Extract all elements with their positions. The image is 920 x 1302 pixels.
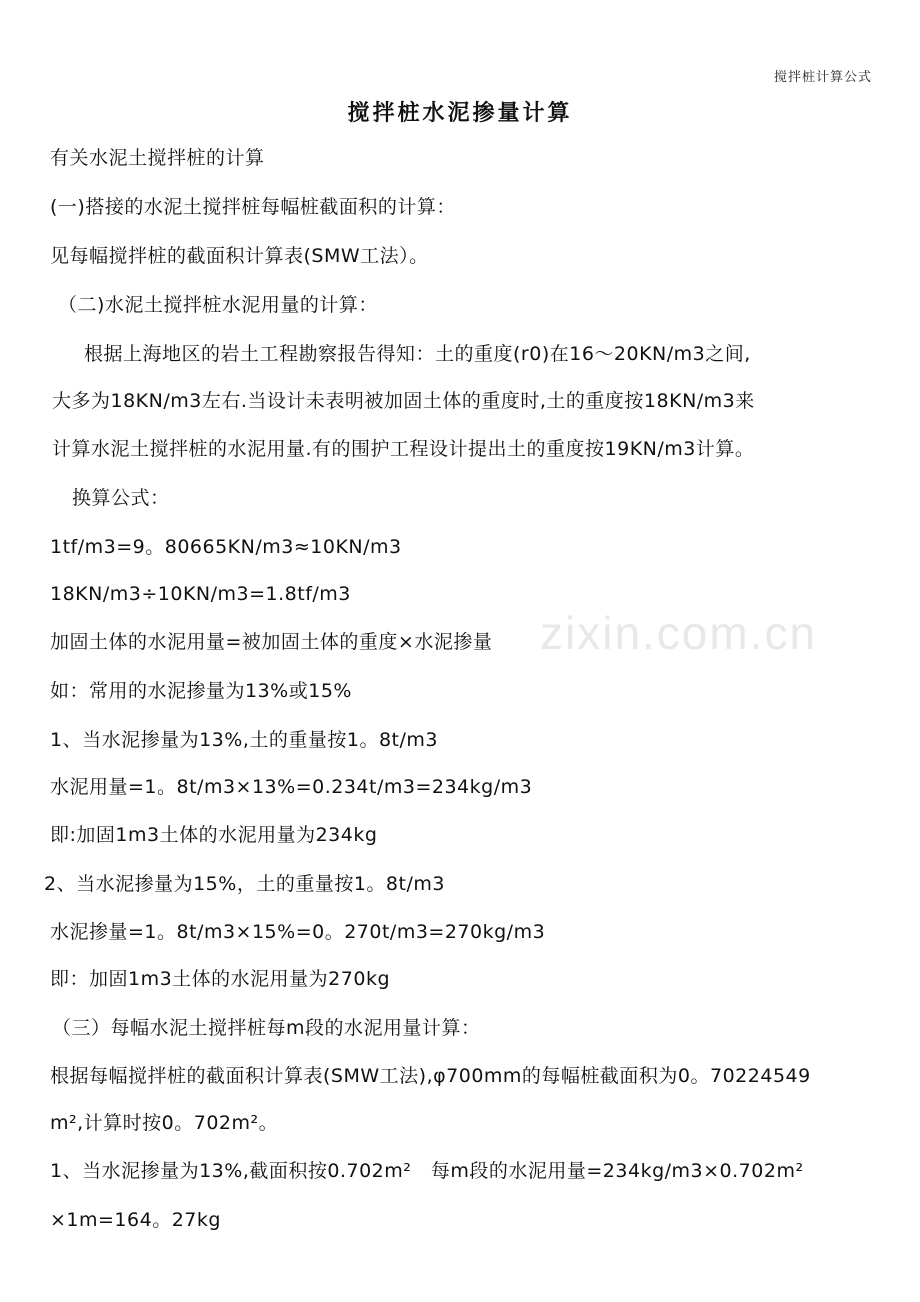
watermark: zixin.com.cn [540,607,818,659]
text-line: 见每幅搅拌桩的截面积计算表(SMW工法）。 [50,245,429,267]
text-line: m²,计算时按0。702m²。 [50,1112,279,1134]
text-line: 即：加固1m3土体的水泥用量为270kg [50,968,391,990]
text-line: ×1m=164。27kg [50,1209,221,1231]
text-line: 根据每幅搅拌桩的截面积计算表(SMW工法),φ700mm的每幅桩截面积为0。70224549 [50,1065,811,1087]
text-line: (一)搭接的水泥土搅拌桩每幅桩截面积的计算： [50,196,456,218]
text-line: 18KN/m3÷10KN/m3=1.8tf/m3 [50,583,351,605]
text-line: 2、当水泥掺量为15%，土的重量按1。8t/m3 [44,873,445,895]
text-line: （二)水泥土搅拌桩水泥用量的计算： [58,294,378,316]
text-line: 根据上海地区的岩土工程勘察报告得知：土的重度(r0)在16～20KN/m3之间, [84,343,751,365]
text-line: 换算公式： [72,487,170,509]
document-title: 搅拌桩水泥掺量计算 [347,101,573,126]
text-line: 1、当水泥掺量为13%,土的重量按1。8t/m3 [50,729,438,751]
text-line: 1tf/m3=9。80665KN/m3≈10KN/m3 [50,536,402,558]
page-header: 搅拌桩计算公式 [773,70,872,85]
text-line: 水泥掺量=1。8t/m3×15%=0。270t/m3=270kg/m3 [50,921,546,943]
text-line: 大多为18KN/m3左右.当设计未表明被加固土体的重度时,土的重度按18KN/m3来 [52,390,755,412]
text-line: 计算水泥土搅拌桩的水泥用量.有的围护工程设计提出土的重度按19KN/m3计算。 [52,438,755,460]
text-line: 如：常用的水泥掺量为13%或15% [50,680,352,702]
text-line: 即:加固1m3土体的水泥用量为234kg [50,824,378,846]
text-line: 1、当水泥掺量为13%,截面积按0.702m² 每m段的水泥用量=234kg/m3×0.702m² [50,1160,804,1182]
text-line: 有关水泥土搅拌桩的计算 [50,147,265,169]
text-line: 水泥用量=1。8t/m3×13%=0.234t/m3=234kg/m3 [50,776,533,798]
text-line: 加固土体的水泥用量=被加固土体的重度×水泥掺量 [50,631,493,653]
text-line: （三）每幅水泥土搅拌桩每m段的水泥用量计算： [52,1017,481,1039]
